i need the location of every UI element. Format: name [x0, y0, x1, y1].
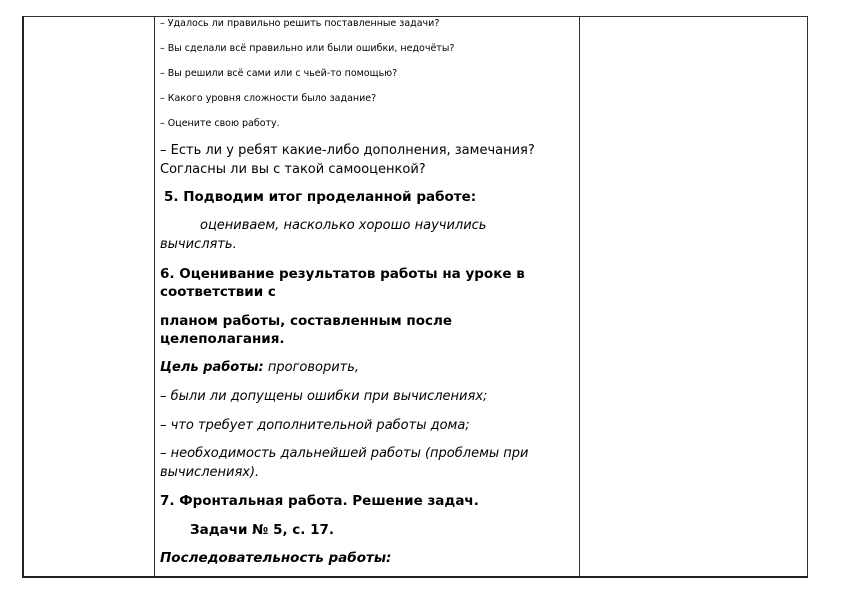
goal-item-1: – были ли допущены ошибки при вычислениях; — [160, 389, 488, 404]
goal-label: Цель работы: — [160, 360, 264, 375]
section-5-heading: 5. Подводим итог проделанной работе: — [164, 189, 477, 205]
section-5-line1: оцениваем, насколько хорошо научились — [200, 218, 487, 233]
question-1: – Удалось ли правильно решить поставленные задачи? — [160, 18, 440, 29]
column-divider-2 — [579, 16, 580, 578]
table-left-border — [22, 16, 24, 578]
question-2: – Вы сделали всё правильно или были ошибки, недочёты? — [160, 43, 455, 54]
question-5: – Оцените свою работу. — [160, 118, 280, 129]
goal-item-3-cont: вычислениях). — [160, 465, 260, 480]
section-7-tasks: Задачи № 5, с. 17. — [190, 522, 335, 538]
table-top-border — [22, 16, 808, 17]
column-divider-1 — [154, 16, 155, 578]
addition-question-line2: Согласны ли вы с такой самооценкой? — [160, 162, 426, 177]
addition-question-line1: – Есть ли у ребят какие-либо дополнения, замечания? — [160, 143, 535, 158]
goal-item-3: – необходимость дальнейшей работы (проблемы при — [160, 446, 529, 461]
section-6-heading-line2: соответствии с — [160, 284, 276, 300]
section-6-heading-line4: целеполагания. — [160, 331, 285, 347]
table-bottom-border — [22, 576, 808, 578]
section-5-line2: вычислять. — [160, 237, 237, 252]
section-6-heading-line3: планом работы, составленным после — [160, 313, 453, 329]
goal-text: проговорить, — [263, 360, 360, 375]
section-7-sequence: Последовательность работы: — [160, 550, 392, 566]
question-4: – Какого уровня сложности было задание? — [160, 93, 377, 104]
question-3: – Вы решили всё сами или с чьей-то помощью? — [160, 68, 398, 79]
section-7-heading: 7. Фронтальная работа. Решение задач. — [160, 493, 479, 509]
goal-item-2: – что требует дополнительной работы дома; — [160, 418, 470, 433]
table-right-border — [807, 16, 808, 578]
goal-line — [160, 358, 359, 377]
section-6-heading-line1: 6. Оценивание результатов работы на уроке в — [160, 266, 525, 282]
